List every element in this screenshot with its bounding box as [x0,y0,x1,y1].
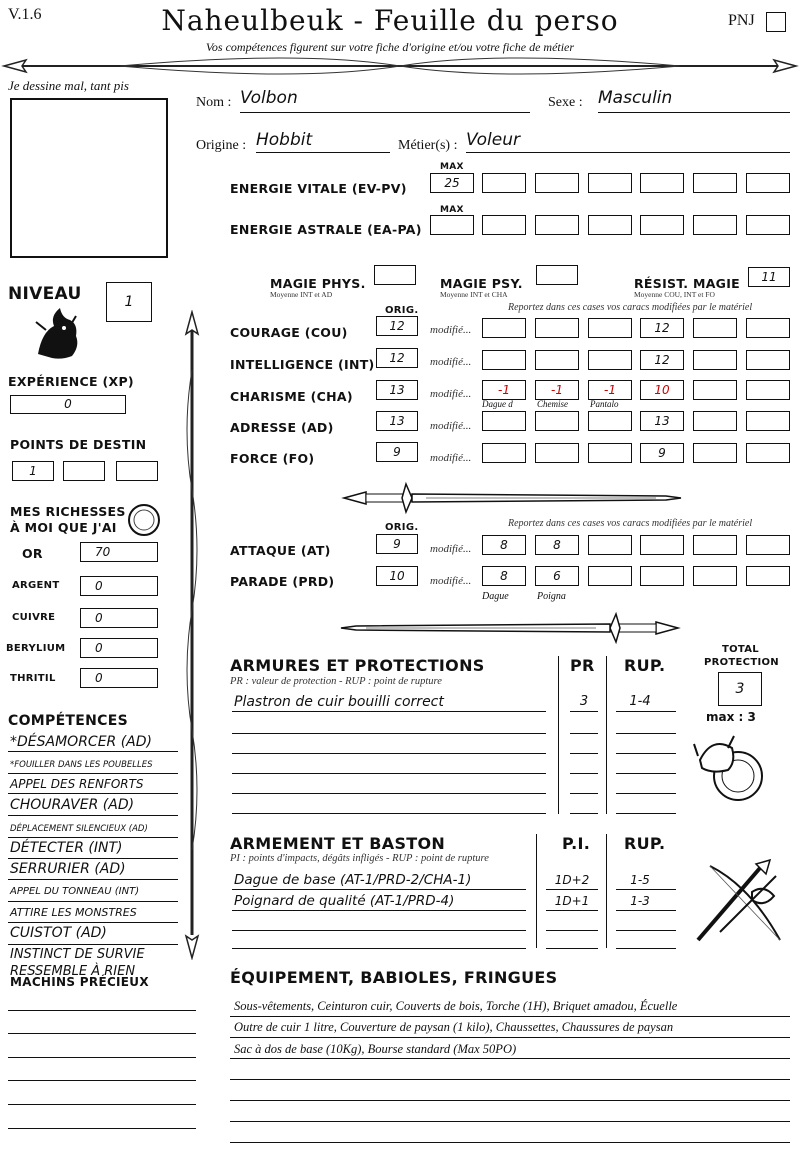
or-box[interactable]: 70 [80,542,158,562]
weapon-line[interactable] [616,930,676,931]
armure-line[interactable] [616,773,676,774]
equipement-line-2[interactable]: Outre de cuir 1 litre, Couverture de paysan (1 kilo), Chaussettes, Chaussures de paysan [234,1020,674,1034]
at-label: ATTAQUE (AT) [230,543,331,558]
equipement-line-3[interactable]: Sac à dos de base (10Kg), Bourse standard (Max 50PO) [234,1042,517,1056]
portrait-caption: Je dessine mal, tant pis [8,78,129,93]
weapon-rup[interactable]: 1-5 [630,873,650,887]
resist-magie-label: RÉSIST. MAGIE [634,276,741,291]
competence-item[interactable]: APPEL DES RENFORTS [10,777,144,791]
magie-psy-label: MAGIE PSY. [440,276,523,291]
prd-modifie-label: modifié... [430,575,472,587]
competence-item[interactable]: CUISTOT (AD) [10,925,107,941]
ad-orig-box[interactable]: 13 [376,411,418,431]
competence-item[interactable]: *DÉSAMORCER (AD) [10,734,152,750]
combat-note-2: Poigna [537,591,566,602]
xp-label: EXPÉRIENCE (XP) [8,374,134,389]
competence-line [8,751,178,752]
armement-rup-label: RUP. [624,834,666,853]
machins-line[interactable] [8,1057,196,1058]
competence-line [8,815,178,816]
competence-item[interactable]: INSTINCT DE SURVIE [10,947,145,962]
cha-final-box[interactable]: 10 [640,380,684,400]
competence-item[interactable]: ATTIRE LES MONSTRES [10,906,137,919]
cha-mod-box[interactable]: -1 [482,380,526,400]
caracs-orig-label: ORIG. [385,305,419,316]
prd-mod-box[interactable]: 8 [482,566,526,586]
ad-modifie-label: modifié... [430,420,472,432]
fo-mod-box[interactable] [588,443,632,463]
sexe-label: Sexe : [548,95,583,110]
metier-label: Métier(s) : [398,138,458,153]
total-label-2: PROTECTION [704,657,779,668]
int-mod-box[interactable] [746,350,790,370]
cou-mod-box[interactable] [535,318,579,338]
weapon-line[interactable] [546,930,598,931]
armures-title: ARMURES ET PROTECTIONS [230,656,485,675]
sword-icon [336,480,686,516]
competence-line [8,858,178,859]
machins-line[interactable] [8,1128,196,1129]
armure-line[interactable] [570,753,598,754]
armure-line[interactable] [570,711,598,712]
helmet-shield-icon [692,726,772,806]
ev-box[interactable] [746,173,790,193]
ad-mod-box[interactable] [535,411,579,431]
weapon-line[interactable] [546,889,598,890]
equipement-line[interactable] [230,1016,790,1017]
fo-mod-box[interactable] [746,443,790,463]
cha-mod-box[interactable]: -1 [588,380,632,400]
combat-note: Reportez dans ces cases vos caracs modifiées par le matériel [508,518,753,529]
competence-line [8,879,178,880]
at-mod-box[interactable] [588,535,632,555]
armure-pr[interactable]: 3 [579,694,589,709]
armures-col-sep [558,656,559,814]
equipement-line[interactable] [230,1037,790,1038]
cha-note-2: Chemise [537,399,568,409]
cha-modifie-label: modifié... [430,388,472,400]
equipement-line[interactable] [230,1058,790,1059]
prd-mod-box[interactable] [588,566,632,586]
ad-mod-box[interactable] [482,411,526,431]
prd-mod-box[interactable] [640,566,684,586]
cou-orig-box[interactable]: 12 [376,316,418,336]
cuivre-box[interactable]: 0 [80,608,158,628]
ad-mod-box[interactable] [588,411,632,431]
competence-line [8,837,178,838]
ad-mod-box[interactable] [746,411,790,431]
ev-box[interactable] [588,173,632,193]
weapon-item[interactable]: Poignard de qualité (AT-1/PRD-4) [234,893,455,909]
armure-line[interactable] [616,733,676,734]
ad-final-box[interactable]: 13 [640,411,684,431]
competence-item[interactable]: CHOURAVER (AD) [10,797,135,813]
prd-label: PARADE (PRD) [230,574,335,589]
cou-mod-box[interactable] [482,318,526,338]
resist-magie-box[interactable]: 11 [748,267,790,287]
thritil-label: THRITIL [10,673,56,684]
equipement-line[interactable] [230,1079,790,1080]
equipement-line[interactable] [230,1121,790,1122]
cha-label: CHARISME (CHA) [230,389,353,404]
sheet-subtitle: Vos compétences figurent sur votre fiche d'origine et/ou votre fiche de métier [205,40,575,54]
ev-max-label: MAX [440,162,464,172]
nom-label: Nom : [196,95,232,110]
origine-field[interactable]: Hobbit [256,130,390,153]
magie-psy-box[interactable] [536,265,578,285]
equipement-line-1[interactable]: Sous-vêtements, Ceinturon cuir, Couverts de bois, Torche (1H), Briquet amadou, Écuelle [234,999,678,1013]
ea-label: ENERGIE ASTRALE (EA-PA) [230,222,422,237]
magie-phys-box[interactable] [374,265,416,285]
weapon-line[interactable] [546,948,598,949]
ev-box[interactable] [482,173,526,193]
armement-pi-label: P.I. [562,834,591,853]
ev-box[interactable] [535,173,579,193]
dragon-icon [32,302,82,362]
ad-mod-box[interactable] [693,411,737,431]
cha-mod-box[interactable] [746,380,790,400]
armure-line[interactable] [570,813,598,814]
weapon-item[interactable]: Dague de base (AT-1/PRD-2/CHA-1) [234,872,472,888]
ev-box[interactable] [693,173,737,193]
armure-line[interactable] [616,793,676,794]
machins-line[interactable] [8,1033,196,1034]
ea-box[interactable] [746,215,790,235]
prd-orig-box[interactable]: 10 [376,566,418,586]
coin-icon [126,502,162,538]
armure-line[interactable] [232,753,546,754]
prd-mod-box[interactable] [746,566,790,586]
armement-col-sep [606,834,607,948]
competence-item[interactable]: RESSEMBLE À RIEN [10,964,136,979]
armure-line[interactable] [232,733,546,734]
cou-mod-box[interactable] [693,318,737,338]
ev-max-box[interactable]: 25 [430,173,474,193]
machins-title: MACHINS PRÉCIEUX [10,975,149,989]
magie-phys-label: MAGIE PHYS. [270,276,366,291]
argent-box[interactable]: 0 [80,576,158,596]
armure-item[interactable]: Plastron de cuir bouilli correct [234,694,444,710]
fo-modifie-label: modifié... [430,452,472,464]
int-final-box[interactable]: 12 [640,350,684,370]
equipement-title: ÉQUIPEMENT, BABIOLES, FRINGUES [230,968,558,987]
xp-box[interactable]: 0 [10,395,126,414]
fo-mod-box[interactable] [693,443,737,463]
armures-max: max : 3 [706,710,756,724]
pnj-label: PNJ [728,12,755,29]
nom-field[interactable]: Volbon [240,88,530,113]
sheet-title: Naheulbeuk - Feuille du perso [161,4,619,37]
weapon-line[interactable] [616,889,676,890]
armement-note: PI : points d'impacts, dégâts infligés - RUP : point de rupture [230,853,489,864]
prd-mod-box[interactable]: 6 [535,566,579,586]
cha-mod-box[interactable] [693,380,737,400]
total-label-1: TOTAL [722,644,759,655]
armure-line[interactable] [616,813,676,814]
int-mod-box[interactable] [482,350,526,370]
berylium-box[interactable]: 0 [80,638,158,658]
competence-item[interactable]: APPEL DU TONNEAU (INT) [10,886,140,897]
weapon-line[interactable] [616,948,676,949]
competence-item[interactable]: *FOUILLER DANS LES POUBELLES [10,760,153,770]
ea-box[interactable] [482,215,526,235]
magie-psy-note: Moyenne INT et CHA [440,290,508,299]
weapon-pi[interactable]: 1D+1 [554,894,590,908]
competence-line [8,901,178,902]
armure-line[interactable] [232,813,546,814]
berylium-label: BERYLIUM [6,643,66,654]
competence-line [8,793,178,794]
cou-mod-box[interactable] [588,318,632,338]
destin-box[interactable] [63,461,105,481]
armement-col-sep [536,834,537,948]
weapons-icon [690,856,790,946]
ad-label: ADRESSE (AD) [230,420,334,435]
weapon-pi[interactable]: 1D+2 [554,873,590,887]
weapon-line[interactable] [616,910,676,911]
or-label: OR [22,546,43,561]
ea-max-label: MAX [440,205,464,215]
cha-note-3: Pantalo [590,399,619,409]
at-modifie-label: modifié... [430,543,472,555]
int-orig-box[interactable]: 12 [376,348,418,368]
armures-pr-label: PR [570,656,595,675]
armement-title: ARMEMENT ET BASTON [230,834,446,853]
spear-divider-icon [0,54,800,78]
ea-box[interactable] [640,215,684,235]
armure-line[interactable] [232,711,546,712]
weapon-line[interactable] [546,910,598,911]
fo-mod-box[interactable] [535,443,579,463]
machins-line[interactable] [8,1010,196,1011]
armure-line[interactable] [232,793,546,794]
armure-line[interactable] [616,753,676,754]
pnj-checkbox[interactable] [766,12,786,32]
at-mod-box[interactable] [693,535,737,555]
competence-item[interactable]: DÉTECTER (INT) [10,840,123,856]
destin-box[interactable]: 1 [12,461,54,481]
equipement-line[interactable] [230,1100,790,1101]
combat-note-1: Dague [482,591,509,602]
armures-note: PR : valeur de protection - RUP : point de rupture [230,676,442,687]
richesses-label-2: À MOI QUE J'AI [10,520,117,535]
cha-mod-box[interactable]: -1 [535,380,579,400]
cou-mod-box[interactable] [746,318,790,338]
armure-line[interactable] [570,773,598,774]
version-label: V.1.6 [8,6,42,23]
ea-box[interactable] [535,215,579,235]
armure-line[interactable] [570,793,598,794]
fo-label: FORCE (FO) [230,451,315,466]
metier-field[interactable]: Voleur [466,130,790,153]
cha-note-1: Dague d [482,399,513,409]
sword-icon [336,610,686,646]
origine-label: Origine : [196,138,247,153]
competence-line [8,922,178,923]
cuivre-label: CUIVRE [12,612,56,623]
armure-line[interactable] [616,711,676,712]
resist-magie-note: Moyenne COU, INT et FO [634,290,715,299]
fo-final-box[interactable]: 9 [640,443,684,463]
competence-item[interactable]: SERRURIER (AD) [10,861,126,877]
ev-label: ENERGIE VITALE (EV-PV) [230,181,407,196]
portrait-box[interactable] [10,98,168,258]
machins-line[interactable] [8,1104,196,1105]
ea-max-box[interactable] [430,215,474,235]
int-mod-box[interactable] [693,350,737,370]
destin-label: POINTS DE DESTIN [10,437,147,452]
armure-line[interactable] [232,773,546,774]
competence-item[interactable]: DÉPLACEMENT SILENCIEUX (AD) [10,824,148,834]
cou-label: COURAGE (COU) [230,325,348,340]
armures-rup-label: RUP. [624,656,666,675]
weapon-rup[interactable]: 1-3 [630,894,650,908]
cou-final-box[interactable]: 12 [640,318,684,338]
prd-mod-box[interactable] [693,566,737,586]
machins-line[interactable] [8,1080,196,1081]
cha-orig-box[interactable]: 13 [376,380,418,400]
armure-line[interactable] [570,733,598,734]
competence-line [8,944,178,945]
at-mod-box[interactable]: 8 [482,535,526,555]
magie-phys-note: Moyenne INT et AD [270,290,333,299]
ea-box[interactable] [588,215,632,235]
fo-mod-box[interactable] [482,443,526,463]
at-mod-box[interactable]: 8 [535,535,579,555]
equipement-line[interactable] [230,1142,790,1143]
int-modifie-label: modifié... [430,356,472,368]
weapon-line[interactable] [232,889,526,890]
competences-title: COMPÉTENCES [8,713,128,729]
combat-orig-label: ORIG. [385,522,419,533]
int-mod-box[interactable] [588,350,632,370]
sexe-field[interactable]: Masculin [598,88,790,113]
at-mod-box[interactable] [640,535,684,555]
niveau-box[interactable]: 1 [106,282,152,322]
caracs-note: Reportez dans ces cases vos caracs modifiées par le matériel [508,302,753,313]
armures-col-sep [606,656,607,814]
vertical-spear-icon [180,310,204,960]
total-protection-box[interactable]: 3 [718,672,762,706]
at-orig-box[interactable]: 9 [376,534,418,554]
armure-rup[interactable]: 1-4 [629,694,651,709]
niveau-label: NIVEAU [8,284,82,304]
weapon-line[interactable] [232,930,526,931]
int-mod-box[interactable] [535,350,579,370]
richesses-label-1: MES RICHESSES [10,504,126,519]
thritil-box[interactable]: 0 [80,668,158,688]
destin-box[interactable] [116,461,158,481]
int-label: INTELLIGENCE (INT) [230,357,375,372]
weapon-line[interactable] [232,948,526,949]
fo-orig-box[interactable]: 9 [376,442,418,462]
ev-box[interactable] [640,173,684,193]
ea-box[interactable] [693,215,737,235]
competence-line [8,773,178,774]
argent-label: ARGENT [12,580,60,591]
at-mod-box[interactable] [746,535,790,555]
weapon-line[interactable] [232,910,526,911]
cou-modifie-label: modifié... [430,324,472,336]
